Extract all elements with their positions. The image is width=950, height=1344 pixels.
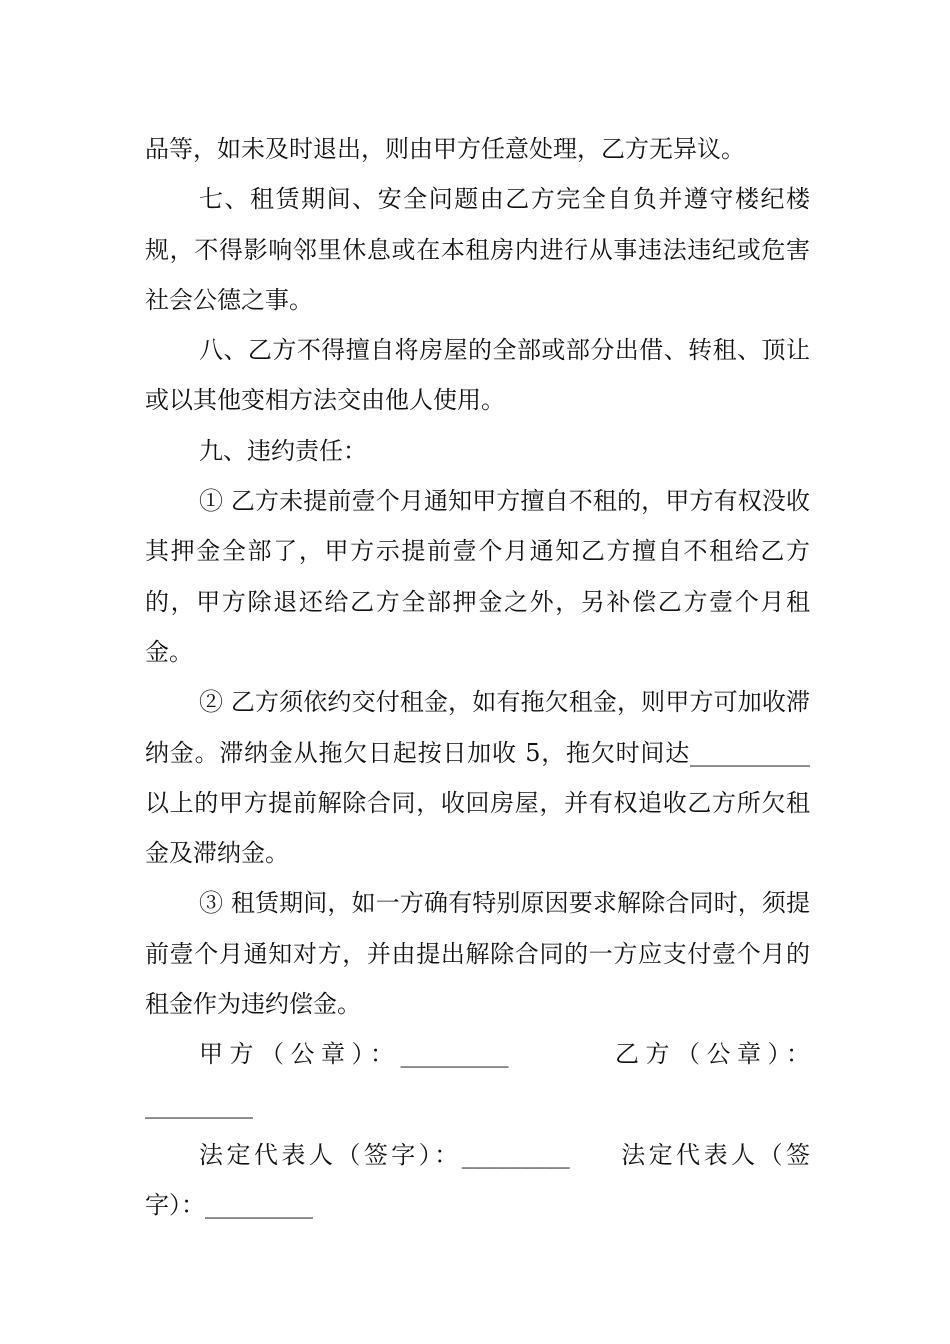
paragraph-continuation: 品等，如未及时退出，则由甲方任意处理，乙方无异议。 [145,135,745,163]
party-a-seal: 甲方（公章）：_________ [199,1040,509,1069]
clause-nine-item-3: ③ 租赁期间，如一方确有特别原因要求解除合同时，须提前壹个月通知对方，并由提出解除合同的一方应支付壹个月的租金作为违约偿金。 [145,889,810,1019]
party-b-seal: 乙方（公章）：_________ [145,1040,810,1119]
party-a-representative: 法定代表人（签字）：_________ [199,1140,570,1169]
contract-body [145,124,810,1231]
clause-seven: 七、租赁期间、安全问题由乙方完全自负并遵守楼纪楼规，不得影响邻里休息或在本租房内进行从事违法违纪或危害社会公德之事。 [145,185,810,314]
clause-eight: 八、乙方不得擅自将房屋的全部或部分出借、转租、顶让或以其他变相方法交由他人使用。 [145,336,810,415]
clause-nine-heading: 九、违约责任： [199,436,367,465]
rep-signature-line [145,1130,810,1231]
party-b-representative: 法定代表人（签字）：_________ [145,1140,811,1220]
seal-signature-line [145,1029,810,1130]
clause-nine-item-1: ① 乙方未提前壹个月通知甲方擅自不租的，甲方有权没收其押金全部了，甲方示提前壹个月通知乙方擅自不租给乙方的，甲方除退还给乙方全部押金之外，另补偿乙方壹个月租金。 [145,487,810,666]
clause-nine-item-2: ② 乙方须依约交付租金，如有拖欠租金，则甲方可加收滞纳金。滞纳金从拖欠日起按日加收 5，拖欠时间达__________以上的甲方提前解除合同，收回房屋，并有权追收乙方所欠租金及滞纳金。 [145,688,810,868]
